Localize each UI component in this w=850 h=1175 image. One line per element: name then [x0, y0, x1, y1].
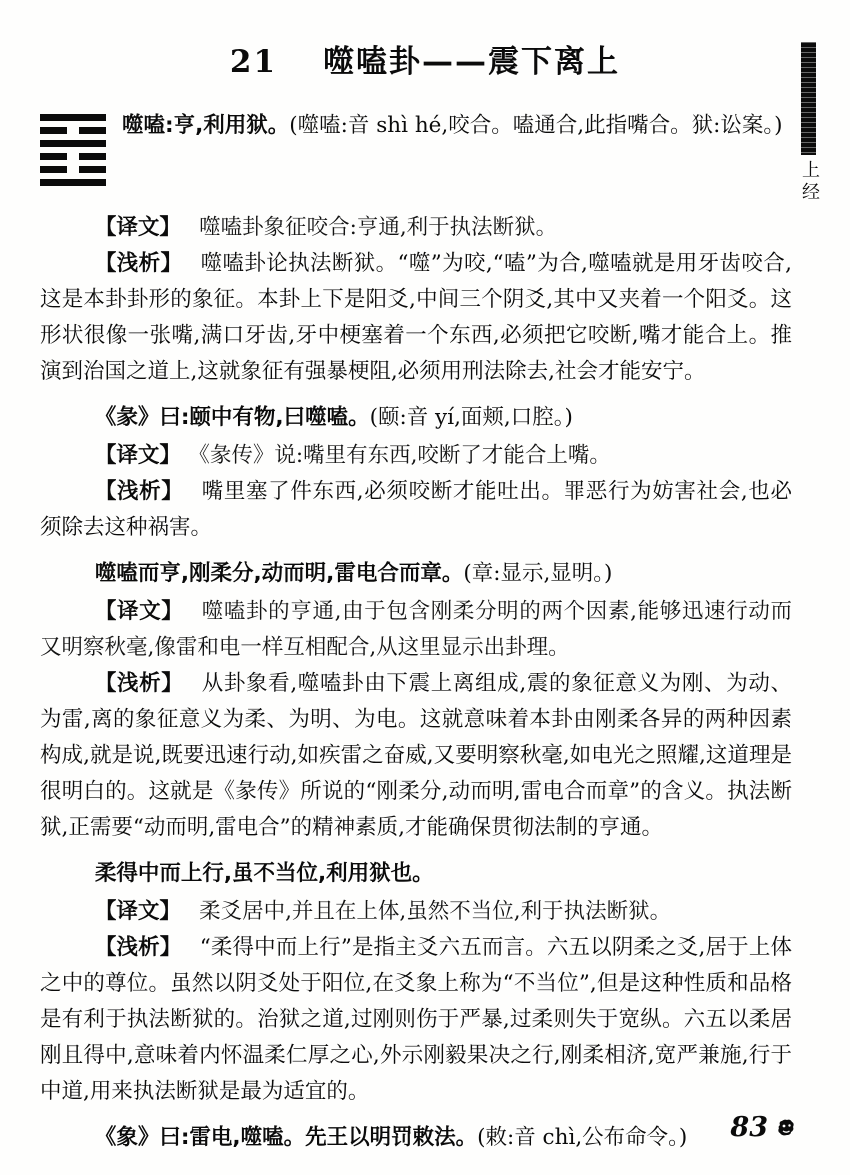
tuan2-bold-text: 噬嗑而亨,刚柔分,动而明,雷电合而章。: [94, 561, 464, 586]
seal-ornament-icon: [774, 1116, 798, 1140]
tuan-statement-3: [40, 856, 792, 892]
qianxi-paragraph: [40, 930, 792, 1110]
page-number: 83: [730, 1112, 768, 1143]
hexagram-yin-line: [40, 127, 106, 134]
qianxi-text: 嘴里塞了件东西,必须咬断才能吐出。罪恶行为妨害社会,也必须除去这种祸害。: [40, 479, 792, 540]
page-content: [40, 108, 792, 1158]
hexagram-statement-row: [40, 108, 792, 192]
yiwen-label: 【译文】: [94, 443, 181, 468]
qianxi-paragraph: [40, 666, 792, 846]
yiwen-paragraph: [40, 894, 792, 930]
xiang-statement: [40, 1120, 792, 1156]
qianxi-label: 【浅析】: [94, 251, 183, 276]
qianxi-text: 噬嗑卦论执法断狱。“噬”为咬,“嗑”为合,噬嗑就是用牙齿咬合,这是本卦卦形的象征。本卦上下是阳爻,中间三个阴爻,其中又夹着一个阳爻。这形状很像一张嘴,满口牙齿,牙中梗塞着一个东西,必须把它咬断,嘴才能合上。推演到治国之道上,这就象征有强暴梗阻,必须用刑法除去,社会才能安宁。: [40, 251, 792, 384]
yiwen-text: 柔爻居中,并且在上体,虽然不当位,利于执法断狱。: [199, 899, 672, 924]
chapter-title: [0, 0, 850, 81]
hexagram-symbol: [40, 108, 106, 192]
xiang-note-text: (敕:音 chì,公布命令。): [477, 1125, 688, 1150]
tuan2-note-text: (章:显示,显明。): [463, 561, 613, 586]
tuan-statement: [40, 400, 792, 436]
qianxi-label: 【浅析】: [94, 935, 182, 960]
hexagram-statement: [122, 108, 782, 144]
guaci-bold-text: 噬嗑:亨,利用狱。: [122, 113, 290, 138]
yiwen-label: 【译文】: [94, 899, 181, 924]
qianxi-label: 【浅析】: [94, 671, 184, 696]
hexagram-yang-line: [40, 140, 106, 147]
yiwen-label: 【译文】: [94, 215, 181, 240]
qianxi-text: “柔得中而上行”是指主爻六五而言。六五以阴柔之爻,居于上体之中的尊位。虽然以阴爻处于阳位,在爻象上称为“不当位”,但是这种性质和品格是有利于执法断狱的。治狱之道,过刚则伤于严暴,过柔则失于宽纵。六五以柔居刚且得中,意味着内怀温柔仁厚之心,外示刚毅果决之行,刚柔相济,宽严兼施,行于中道,用来执法断狱是最为适宜的。: [40, 935, 792, 1104]
page-footer: [730, 1112, 798, 1143]
qianxi-paragraph: [40, 474, 792, 546]
yiwen-paragraph: [40, 210, 792, 246]
yiwen-text: 《彖传》说:嘴里有东西,咬断了才能合上嘴。: [199, 443, 611, 468]
hexagram-yin-line: [40, 166, 106, 173]
guaci-note-text: (噬嗑:音 shì hé,咬合。嗑通合,此指嘴合。狱:讼案。): [289, 113, 783, 138]
chapter-number: 21: [229, 44, 278, 80]
yiwen-text: 噬嗑卦象征咬合:亨通,利于执法断狱。: [199, 215, 558, 240]
tuan-note-text: (颐:音 yí,面颊,口腔。): [369, 405, 573, 430]
hexagram-yin-line: [40, 153, 106, 160]
chapter-title-text: 噬嗑卦——震下离上: [323, 44, 621, 80]
qianxi-text: 从卦象看,噬嗑卦由下震上离组成,震的象征意义为刚、为动、为雷,离的象征意义为柔、为明、为电。这就意味着本卦由刚柔各异的两种因素构成,就是说,既要迅速行动,如疾雷之奋威,又要明察秋毫,如电光之照耀,这道理是很明白的。这就是《彖传》所说的“刚柔分,动而明,雷电合而章”的含义。执法断狱,正需要“动而明,雷电合”的精神素质,才能确保贯彻法制的亨通。: [40, 671, 792, 840]
margin-tab-icon: [801, 42, 816, 155]
tuan3-bold-text: 柔得中而上行,虽不当位,利用狱也。: [94, 861, 434, 886]
margin-section-label: 上经: [799, 160, 820, 204]
hexagram-yang-line: [40, 179, 106, 186]
yiwen-paragraph: [40, 438, 792, 474]
yiwen-label: 【译文】: [94, 599, 184, 624]
qianxi-paragraph: [40, 246, 792, 390]
xiang-bold-text: 《象》曰:雷电,噬嗑。先王以明罚敕法。: [94, 1125, 478, 1150]
hexagram-yang-line: [40, 114, 106, 121]
qianxi-label: 【浅析】: [94, 479, 184, 504]
yiwen-text: 噬嗑卦的亨通,由于包含刚柔分明的两个因素,能够迅速行动而又明察秋毫,像雷和电一样互相配合,从这里显示出卦理。: [40, 599, 792, 660]
tuan-statement-2: [40, 556, 792, 592]
tuan-bold-text: 《彖》曰:颐中有物,曰噬嗑。: [94, 405, 370, 430]
yiwen-paragraph: [40, 594, 792, 666]
